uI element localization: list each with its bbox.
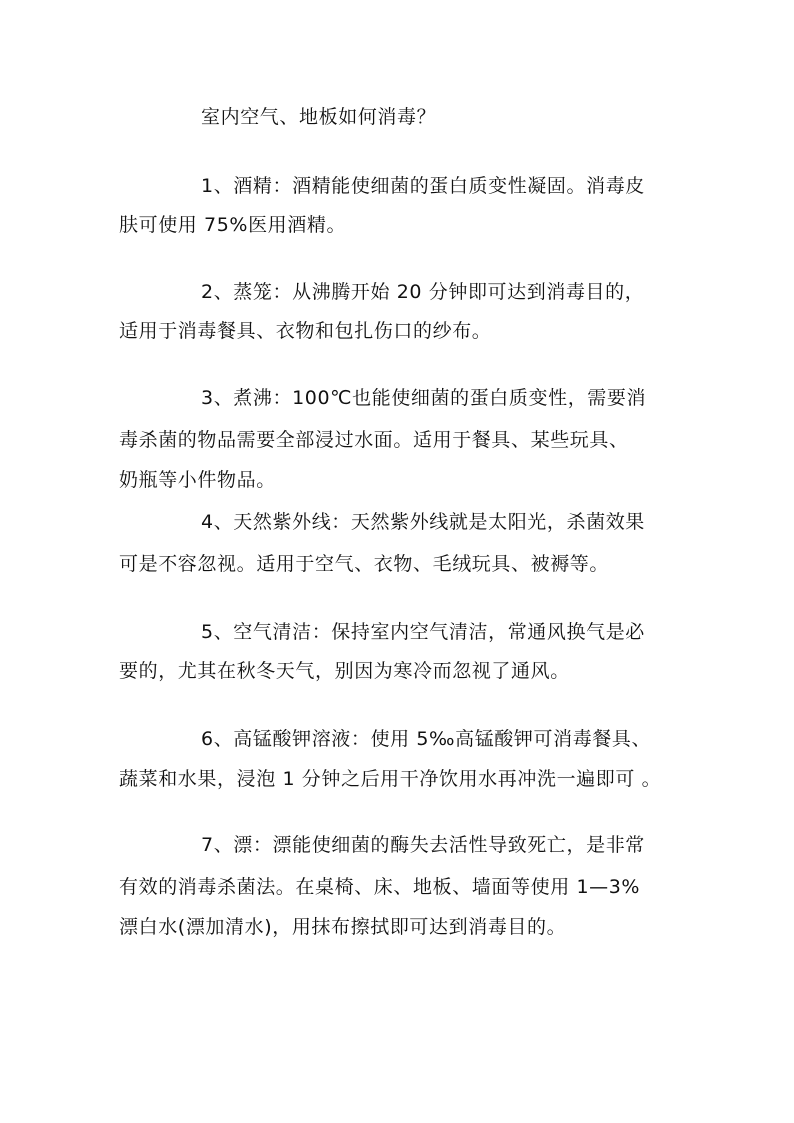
paragraph-line: 奶瓶等小件物品。 [119,469,276,491]
paragraph-line: 有效的消毒杀菌法。在桌椅、床、地板、墙面等使用 1—3% [119,876,641,898]
paragraph-line: 蔬菜和水果，浸泡 1 分钟之后用干净饮用水再冲洗一遍即可 。 [119,768,662,790]
paragraph-line: 适用于消毒餐具、衣物和包扎伤口的纱布。 [119,320,492,342]
paragraph-line: 1、酒精：酒精能使细菌的蛋白质变性凝固。消毒皮 [201,175,645,197]
paragraph-line: 肤可使用 75%医用酒精。 [119,214,347,236]
paragraph-line: 7、漂：漂能使细菌的酶失去活性导致死亡，是非常 [201,834,645,856]
paragraph-line: 要的，尤其在秋冬天气，别因为寒冷而忽视了通风。 [119,660,570,682]
paragraph-line: 5、空气清洁：保持室内空气清洁，常通风换气是必 [201,621,645,643]
paragraph-line: 毒杀菌的物品需要全部浸过水面。适用于餐具、某些玩具、 [119,429,629,451]
paragraph-line: 漂白水(漂加清水)，用抹布擦拭即可达到消毒目的。 [119,916,567,938]
document-title: 室内空气、地板如何消毒？ [201,106,437,128]
paragraph-line: 3、煮沸：100℃也能使细菌的蛋白质变性，需要消 [201,387,647,409]
paragraph-line: 2、蒸笼：从沸腾开始 20 分钟即可达到消毒目的， [201,281,645,303]
paragraph-line: 6、高锰酸钾溶液：使用 5‰高锰酸钾可消毒餐具、 [201,728,652,750]
paragraph-line: 4、天然紫外线：天然紫外线就是太阳光，杀菌效果 [201,511,645,533]
paragraph-line: 可是不容忽视。适用于空气、衣物、毛绒玩具、被褥等。 [119,553,610,575]
